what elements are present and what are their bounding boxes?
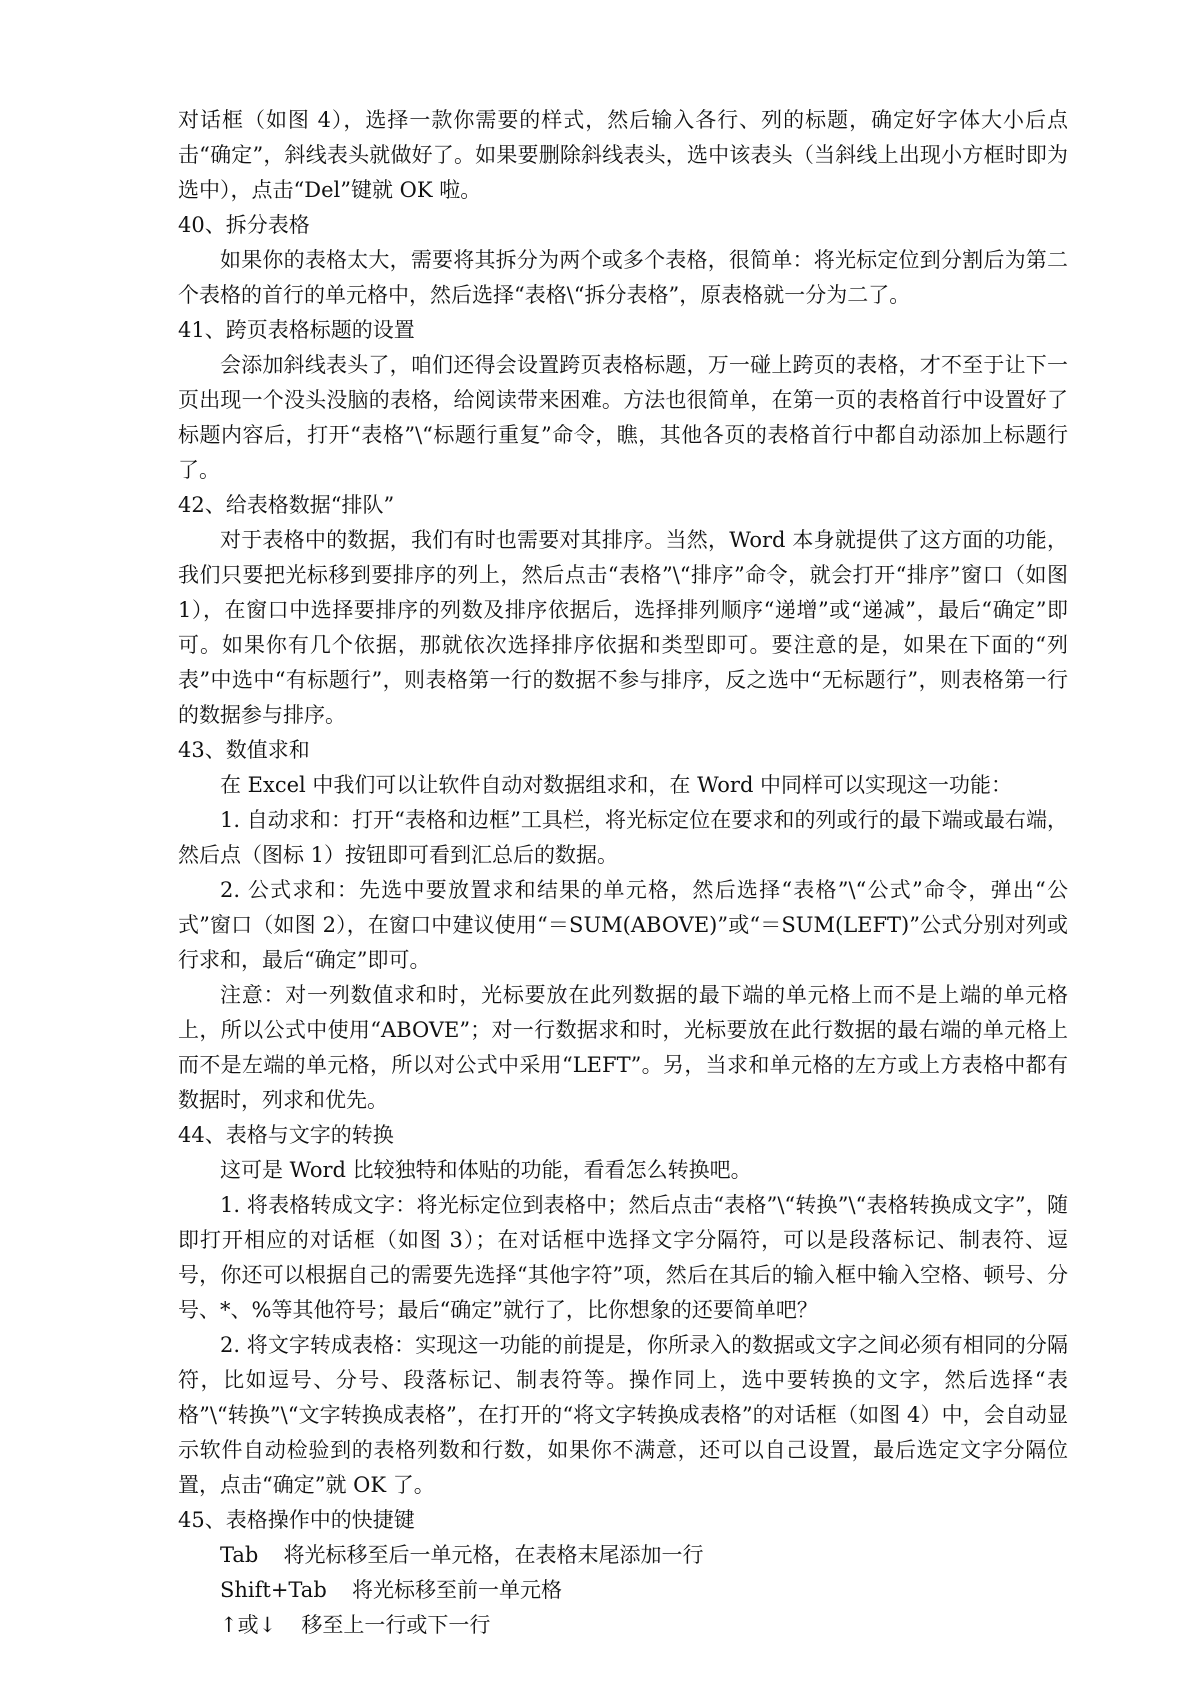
- shortcut-description: 移至上一行或下一行: [301, 1613, 491, 1637]
- section-45-heading: 45、表格操作中的快捷键: [178, 1508, 415, 1532]
- shortcut-key: Shift+Tab: [220, 1578, 327, 1602]
- section-41-heading: 41、跨页表格标题的设置: [178, 318, 415, 342]
- section-43-heading: 43、数值求和: [178, 738, 310, 762]
- section-43-intro: 在 Excel 中我们可以让软件自动对数据组求和，在 Word 中同样可以实现这一功能：: [220, 773, 1013, 797]
- section-44-heading: 44、表格与文字的转换: [178, 1123, 394, 1147]
- document-page: [178, 103, 1068, 1643]
- shortcut-row: [178, 1608, 1068, 1643]
- section-44-table-to-text: 1. 将表格转成文字：将光标定位到表格中；然后点击“表格”\“转换”\“表格转换成文字”，随即打开相应的对话框（如图 3）；在对话框中选择文字分隔符，可以是段落标记、制表符、逗号，你还可以根据自己的需要先选择“其他字符”项，然后在其后的输入框中输入空格、顿号、分号、*、%等其他符号；最后“确定”就行了，比你想象的还要简单吧？: [178, 1193, 1068, 1322]
- shortcut-row: [178, 1538, 1068, 1573]
- intro-paragraph: 对话框（如图 4），选择一款你需要的样式，然后输入各行、列的标题，确定好字体大小后点击“确定”，斜线表头就做好了。如果要删除斜线表头，选中该表头（当斜线上出现小方框时即为选中），点击“Del”键就 OK 啦。: [178, 108, 1068, 202]
- shortcut-description: 将光标移至前一单元格: [351, 1578, 562, 1602]
- shortcut-description: 将光标移至后一单元格，在表格末尾添加一行: [283, 1543, 704, 1567]
- section-40-paragraph: 如果你的表格太大，需要将其拆分为两个或多个表格，很简单：将光标定位到分割后为第二个表格的首行的单元格中，然后选择“表格\“拆分表格”，原表格就一分为二了。: [178, 248, 1068, 307]
- section-44-intro: 这可是 Word 比较独特和体贴的功能，看看怎么转换吧。: [220, 1158, 752, 1182]
- shortcut-key: ↑或↓: [220, 1613, 277, 1637]
- section-42-paragraph: 对于表格中的数据，我们有时也需要对其排序。当然，Word 本身就提供了这方面的功能，我们只要把光标移到要排序的列上，然后点击“表格”\“排序”命令，就会打开“排序”窗口（如图 1），在窗口中选择要排序的列数及排序依据后，选择排列顺序“递增”或“递减”，最后“确定”即可。如果你有几个依据，那就依次选择排序依据和类型即可。要注意的是，如果在下面的“列表”中选中“有标题行”，则表格第一行的数据不参与排序，反之选中“无标题行”，则表格第一行的数据参与排序。: [178, 528, 1068, 727]
- section-42-heading: 42、给表格数据“排队”: [178, 493, 395, 517]
- shortcut-row: [178, 1573, 1068, 1608]
- section-43-formula-sum: 2. 公式求和：先选中要放置求和结果的单元格，然后选择“表格”\“公式”命令，弹出“公式”窗口（如图 2），在窗口中建议使用“＝SUM(ABOVE)”或“＝SUM(LEFT)”公式分别对列或行求和，最后“确定”即可。: [178, 878, 1068, 972]
- shortcut-key: Tab: [220, 1543, 259, 1567]
- shortcut-list: [178, 1538, 1068, 1643]
- section-41-paragraph: 会添加斜线表头了，咱们还得会设置跨页表格标题，万一碰上跨页的表格，才不至于让下一页出现一个没头没脑的表格，给阅读带来困难。方法也很简单，在第一页的表格首行中设置好了标题内容后，打开“表格”\“标题行重复”命令，瞧，其他各页的表格首行中都自动添加上标题行了。: [178, 353, 1068, 482]
- section-43-auto-sum: 1. 自动求和：打开“表格和边框”工具栏，将光标定位在要求和的列或行的最下端或最右端，然后点（图标 1）按钮即可看到汇总后的数据。: [178, 808, 1068, 867]
- section-40-heading: 40、拆分表格: [178, 213, 310, 237]
- section-43-note: 注意：对一列数值求和时，光标要放在此列数据的最下端的单元格上而不是上端的单元格上，所以公式中使用“ABOVE”；对一行数据求和时，光标要放在此行数据的最右端的单元格上而不是左端的单元格，所以对公式中采用“LEFT”。另，当求和单元格的左方或上方表格中都有数据时，列求和优先。: [178, 983, 1068, 1112]
- section-44-text-to-table: 2. 将文字转成表格：实现这一功能的前提是，你所录入的数据或文字之间必须有相同的分隔符，比如逗号、分号、段落标记、制表符等。操作同上，选中要转换的文字，然后选择“表格”\“转换”\“文字转换成表格”，在打开的“将文字转换成表格”的对话框（如图 4）中，会自动显示软件自动检验到的表格列数和行数，如果你不满意，还可以自己设置，最后选定文字分隔位置，点击“确定”就 OK 了。: [178, 1333, 1068, 1497]
